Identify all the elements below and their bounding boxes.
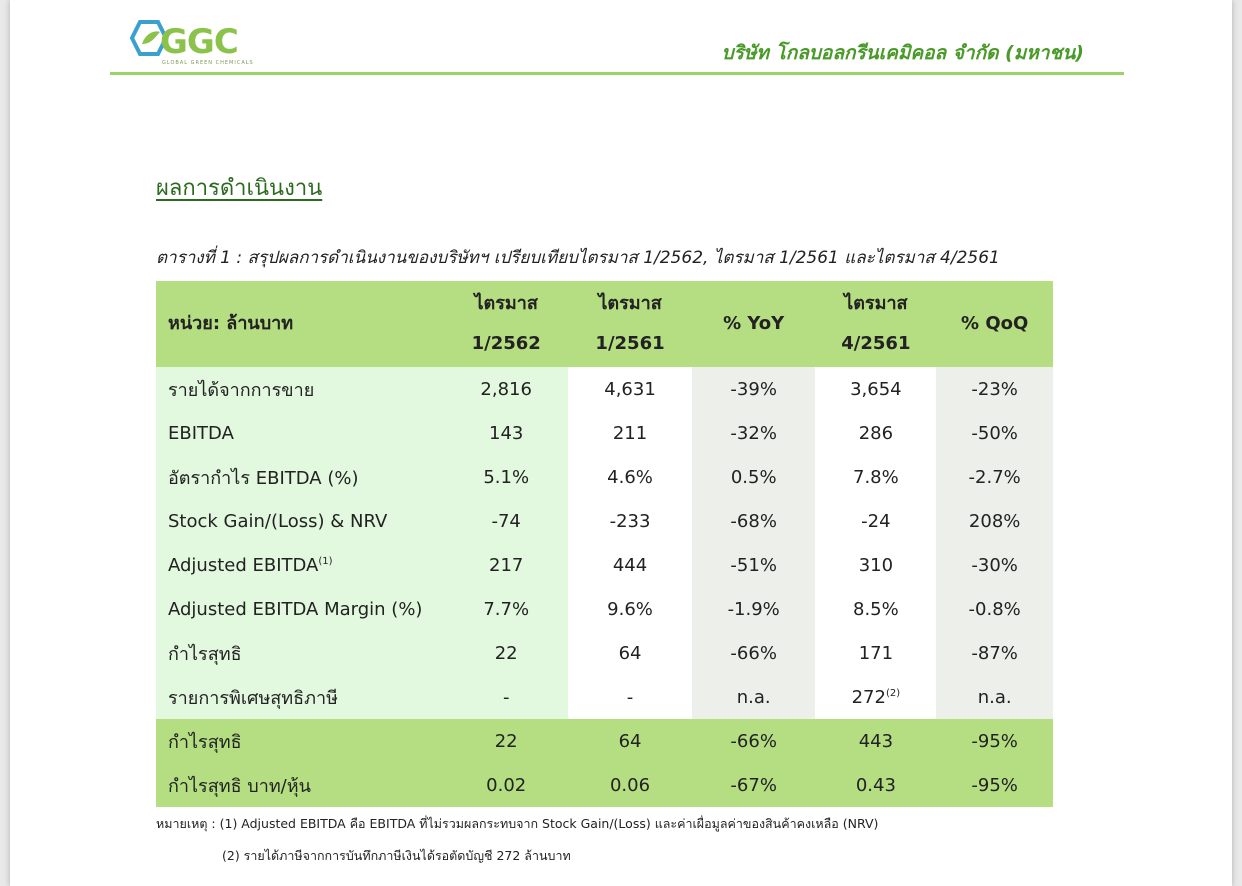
section-title: ผลการดำเนินงาน: [156, 176, 323, 201]
table-cell: 443: [815, 719, 936, 763]
column-header: ไตรมาส 1/2562: [444, 281, 568, 367]
table-row: [156, 367, 1053, 411]
column-header: ไตรมาส 4/2561: [815, 281, 936, 367]
table-row: [156, 411, 1053, 455]
table-row: [156, 455, 1053, 499]
table-cell: 22: [444, 719, 568, 763]
table-cell: 286: [815, 411, 936, 455]
footnote-marker: (1): [318, 555, 333, 567]
table-cell: 143: [444, 411, 568, 455]
table-row: [156, 499, 1053, 543]
table-cell: 8.5%: [815, 587, 936, 631]
row-label: อัตรากำไร EBITDA (%): [156, 455, 444, 499]
row-label: กำไรสุทธิ บาท/หุ้น: [156, 763, 444, 807]
table-cell: -50%: [936, 411, 1053, 455]
header-divider: [110, 72, 1124, 75]
column-header: % YoY: [692, 281, 815, 367]
table-cell: -95%: [936, 719, 1053, 763]
table-cell: -68%: [692, 499, 815, 543]
table-cell: -30%: [936, 543, 1053, 587]
table-cell: n.a.: [936, 675, 1053, 719]
table-cell: 2,816: [444, 367, 568, 411]
table-cell: -233: [568, 499, 692, 543]
table-cell: -39%: [692, 367, 815, 411]
table-cell: 0.02: [444, 763, 568, 807]
table-cell: -51%: [692, 543, 815, 587]
logo-subtitle: GLOBAL GREEN CHEMICALS: [162, 60, 254, 66]
table-cell: 208%: [936, 499, 1053, 543]
row-label: กำไรสุทธิ: [156, 631, 444, 675]
logo-text: GGC: [160, 22, 238, 62]
row-label: Stock Gain/(Loss) & NRV: [156, 499, 444, 543]
table-cell: -0.8%: [936, 587, 1053, 631]
table-cell: 310: [815, 543, 936, 587]
table-cell: 4.6%: [568, 455, 692, 499]
table-cell: 217: [444, 543, 568, 587]
table-cell: 7.8%: [815, 455, 936, 499]
summary-row: [156, 719, 1053, 763]
table-header-row: [156, 281, 1053, 367]
table-cell: -95%: [936, 763, 1053, 807]
table-cell: -67%: [692, 763, 815, 807]
results-table: [156, 281, 1053, 807]
table-cell: -23%: [936, 367, 1053, 411]
table-cell: -2.7%: [936, 455, 1053, 499]
row-label: รายได้จากการขาย: [156, 367, 444, 411]
table-cell: 0.43: [815, 763, 936, 807]
row-label: รายการพิเศษสุทธิภาษี: [156, 675, 444, 719]
unit-header: หน่วย: ล้านบาท: [156, 281, 444, 367]
table-cell: 0.5%: [692, 455, 815, 499]
table-cell: -66%: [692, 719, 815, 763]
row-label: Adjusted EBITDA$^{(1)}$: [156, 543, 444, 587]
table-cell: 171: [815, 631, 936, 675]
table-row: [156, 631, 1053, 675]
table-cell: 3,654: [815, 367, 936, 411]
table-cell: 22: [444, 631, 568, 675]
table-cell: 64: [568, 631, 692, 675]
table-caption: ตารางที่ 1 : สรุปผลการดำเนินงานของบริษัทฯ เปรียบเทียบไตรมาส 1/2562, ไตรมาส 1/2561 และไตรมาส 4/2561: [156, 248, 1000, 268]
table-cell: -1.9%: [692, 587, 815, 631]
row-label: EBITDA: [156, 411, 444, 455]
summary-row: [156, 763, 1053, 807]
table-cell: 4,631: [568, 367, 692, 411]
table-cell: 0.06: [568, 763, 692, 807]
table-cell: -: [444, 675, 568, 719]
table-cell: 64: [568, 719, 692, 763]
table-cell: -: [568, 675, 692, 719]
company-name: บริษัท โกลบอลกรีนเคมิคอล จำกัด (มหาชน): [721, 42, 1084, 64]
footnote-marker: (2): [885, 687, 901, 699]
row-label: Adjusted EBITDA Margin (%): [156, 587, 444, 631]
table-cell: -87%: [936, 631, 1053, 675]
table-cell: 444: [568, 543, 692, 587]
table-cell: -66%: [692, 631, 815, 675]
table-cell: -32%: [692, 411, 815, 455]
table-cell: 9.6%: [568, 587, 692, 631]
column-header: ไตรมาส 1/2561: [568, 281, 692, 367]
table-cell: 272$^{(2)}$: [815, 675, 936, 719]
table-row: [156, 675, 1053, 719]
table-cell: -24: [815, 499, 936, 543]
footnote-1: หมายเหตุ : (1) Adjusted EBITDA คือ EBITDA ที่ไม่รวมผลกระทบจาก Stock Gain/(Loss) และค่าเผื่อมูลค่าของสินค้าคงเหลือ (NRV): [156, 816, 879, 831]
table-row: [156, 587, 1053, 631]
document-page: [10, 0, 1232, 886]
table-cell: n.a.: [692, 675, 815, 719]
table-row: [156, 543, 1053, 587]
table-cell: 211: [568, 411, 692, 455]
row-label: กำไรสุทธิ: [156, 719, 444, 763]
column-header: % QoQ: [936, 281, 1053, 367]
table-cell: -74: [444, 499, 568, 543]
table-cell: 7.7%: [444, 587, 568, 631]
footnote-2: (2) รายได้ภาษีจากการบันทึกภาษีเงินได้รอตัดบัญชี 272 ล้านบาท: [222, 848, 571, 863]
table-cell: 5.1%: [444, 455, 568, 499]
